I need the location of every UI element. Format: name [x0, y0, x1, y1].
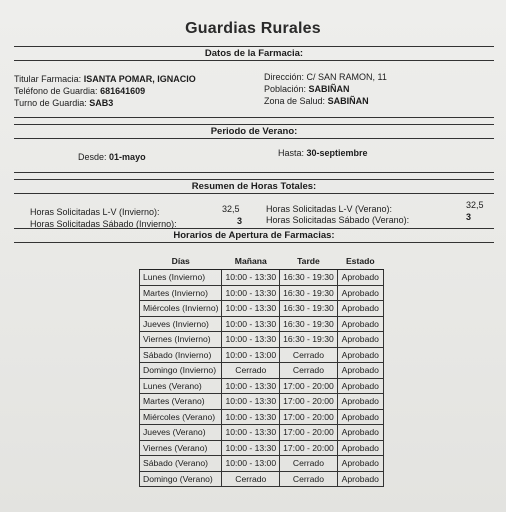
- cell-manana: 10:00 - 13:30: [222, 378, 280, 394]
- cell-estado: Aprobado: [337, 378, 383, 394]
- cell-tarde: 16:30 - 19:30: [280, 270, 338, 286]
- telefono-value: 681641609: [100, 86, 146, 96]
- lv-invierno-value: 32,5: [222, 204, 240, 214]
- cell-tarde: 17:00 - 20:00: [280, 394, 338, 410]
- cell-manana: 10:00 - 13:30: [222, 425, 280, 441]
- cell-estado: Aprobado: [337, 270, 383, 286]
- cell-dia: Lunes (Verano): [140, 378, 222, 394]
- cell-manana: 10:00 - 13:00: [222, 347, 280, 363]
- cell-dia: Miércoles (Invierno): [140, 301, 222, 317]
- desde-value: 01-mayo: [109, 152, 146, 162]
- page-title: Guardias Rurales: [185, 20, 321, 37]
- titular-label: Titular Farmacia:: [14, 74, 82, 84]
- table-row: [140, 316, 384, 332]
- sab-invierno-value: 3: [237, 216, 243, 226]
- section-horarios-header: Horarios de Apertura de Farmacias:: [14, 228, 494, 243]
- sab-verano-value: 3: [466, 212, 472, 222]
- horarios-table: [139, 253, 384, 487]
- cell-estado: Aprobado: [337, 394, 383, 410]
- column-header-dias: Días: [140, 253, 222, 270]
- cell-manana: Cerrado: [222, 471, 280, 487]
- cell-dia: Sábado (Invierno): [140, 347, 222, 363]
- cell-tarde: 16:30 - 19:30: [280, 301, 338, 317]
- desde-row: [78, 152, 146, 163]
- cell-estado: Aprobado: [337, 301, 383, 317]
- cell-dia: Jueves (Verano): [140, 425, 222, 441]
- cell-tarde: Cerrado: [280, 363, 338, 379]
- cell-tarde: 17:00 - 20:00: [280, 378, 338, 394]
- telefono-row: [14, 86, 145, 97]
- lv-verano-label: Horas Solicitadas L-V (Verano):: [266, 204, 393, 214]
- cell-tarde: Cerrado: [280, 471, 338, 487]
- cell-tarde: 16:30 - 19:30: [280, 285, 338, 301]
- direccion-value: C/ SAN RAMON, 11: [306, 72, 387, 82]
- table-row: [140, 440, 384, 456]
- cell-dia: Viernes (Invierno): [140, 332, 222, 348]
- cell-manana: 10:00 - 13:30: [222, 440, 280, 456]
- direccion-label: Dirección:: [264, 72, 305, 82]
- cell-estado: Aprobado: [337, 409, 383, 425]
- section-verano-header: Periodo de Verano:: [14, 124, 494, 139]
- table-body: [140, 270, 384, 487]
- cell-estado: Aprobado: [337, 285, 383, 301]
- cell-dia: Lunes (Invierno): [140, 270, 222, 286]
- cell-tarde: 16:30 - 19:30: [280, 316, 338, 332]
- table-row: [140, 347, 384, 363]
- column-header-estado: Estado: [337, 253, 383, 270]
- table-row: [140, 409, 384, 425]
- table-row: [140, 471, 384, 487]
- cell-estado: Aprobado: [337, 456, 383, 472]
- cell-manana: 10:00 - 13:30: [222, 394, 280, 410]
- cell-estado: Aprobado: [337, 425, 383, 441]
- section-datos-header: Datos de la Farmacia:: [14, 46, 494, 61]
- hasta-row: [278, 148, 368, 159]
- table-row: [140, 394, 384, 410]
- cell-dia: Miércoles (Verano): [140, 409, 222, 425]
- cell-dia: Viernes (Verano): [140, 440, 222, 456]
- cell-estado: Aprobado: [337, 440, 383, 456]
- sab-invierno-label: Horas Solicitadas Sábado (Invierno):: [30, 219, 177, 229]
- cell-manana: 10:00 - 13:30: [222, 270, 280, 286]
- hasta-value: 30-septiembre: [306, 148, 368, 158]
- cell-tarde: 17:00 - 20:00: [280, 409, 338, 425]
- cell-dia: Domingo (Invierno): [140, 363, 222, 379]
- telefono-label: Teléfono de Guardia:: [14, 86, 98, 96]
- divider: [14, 117, 494, 118]
- cell-tarde: 17:00 - 20:00: [280, 425, 338, 441]
- column-header-manana: Mañana: [222, 253, 280, 270]
- turno-value: SAB3: [89, 98, 114, 108]
- poblacion-value: SABIÑAN: [308, 84, 350, 94]
- cell-manana: 10:00 - 13:30: [222, 285, 280, 301]
- cell-manana: 10:00 - 13:30: [222, 409, 280, 425]
- cell-manana: 10:00 - 13:30: [222, 301, 280, 317]
- cell-manana: 10:00 - 13:30: [222, 332, 280, 348]
- cell-tarde: Cerrado: [280, 347, 338, 363]
- cell-tarde: 16:30 - 19:30: [280, 332, 338, 348]
- table-row: [140, 456, 384, 472]
- zona-row: [264, 96, 369, 107]
- cell-dia: Martes (Invierno): [140, 285, 222, 301]
- cell-estado: Aprobado: [337, 471, 383, 487]
- column-header-tarde: Tarde: [280, 253, 338, 270]
- sab-verano-label: Horas Solicitadas Sábado (Verano):: [266, 215, 410, 225]
- table-row: [140, 363, 384, 379]
- poblacion-row: [264, 84, 350, 95]
- table-row: [140, 270, 384, 286]
- table-row: [140, 378, 384, 394]
- turno-label: Turno de Guardia:: [14, 98, 87, 108]
- cell-tarde: Cerrado: [280, 456, 338, 472]
- section-resumen-header: Resumen de Horas Totales:: [14, 179, 494, 194]
- hasta-label: Hasta:: [278, 148, 305, 158]
- divider: [14, 172, 494, 173]
- zona-label: Zona de Salud:: [264, 96, 326, 106]
- table-row: [140, 332, 384, 348]
- lv-invierno-label: Horas Solicitadas L-V (Invierno):: [30, 207, 160, 217]
- titular-value: ISANTA POMAR, IGNACIO: [83, 74, 196, 84]
- table-row: [140, 301, 384, 317]
- table-row: [140, 425, 384, 441]
- table-header-row: [140, 253, 384, 270]
- lv-verano-value: 32,5: [466, 200, 484, 210]
- cell-estado: Aprobado: [337, 347, 383, 363]
- cell-manana: 10:00 - 13:30: [222, 316, 280, 332]
- cell-dia: Martes (Verano): [140, 394, 222, 410]
- direccion-row: [264, 72, 387, 83]
- cell-dia: Domingo (Verano): [140, 471, 222, 487]
- zona-value: SABIÑAN: [327, 96, 369, 106]
- cell-estado: Aprobado: [337, 332, 383, 348]
- turno-row: [14, 98, 113, 109]
- cell-manana: Cerrado: [222, 363, 280, 379]
- desde-label: Desde:: [78, 152, 107, 162]
- cell-estado: Aprobado: [337, 363, 383, 379]
- cell-dia: Sábado (Verano): [140, 456, 222, 472]
- cell-tarde: 17:00 - 20:00: [280, 440, 338, 456]
- cell-estado: Aprobado: [337, 316, 383, 332]
- cell-manana: 10:00 - 13:00: [222, 456, 280, 472]
- titular-row: [14, 74, 196, 85]
- table-row: [140, 285, 384, 301]
- poblacion-label: Población:: [264, 84, 307, 94]
- cell-dia: Jueves (Invierno): [140, 316, 222, 332]
